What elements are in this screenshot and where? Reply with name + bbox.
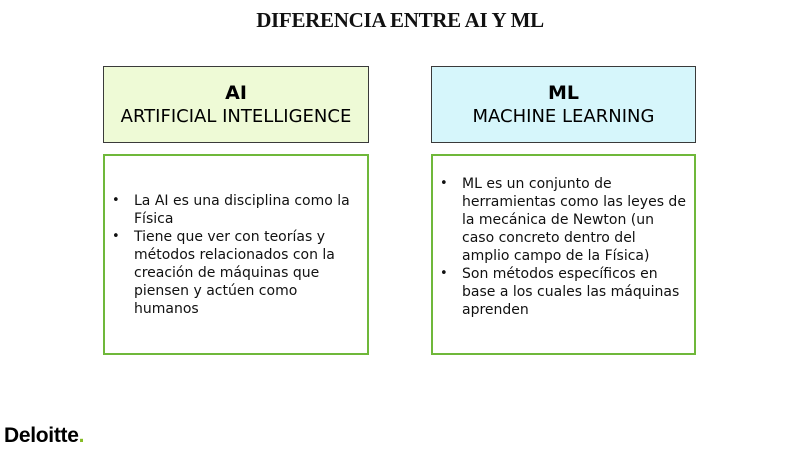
- ai-abbreviation: AI: [225, 81, 247, 104]
- deloitte-logo: [4, 424, 84, 448]
- list-item: • ML es un conjunto de herramientas como las leyes de la mecánica de Newton (un caso concreto dentro del amplio campo de la Física): [439, 175, 686, 265]
- ml-full-name: MACHINE LEARNING: [472, 105, 655, 127]
- ml-description-box: [431, 154, 696, 355]
- ai-full-name: ARTIFICIAL INTELLIGENCE: [120, 105, 352, 127]
- ai-description-box: [103, 154, 369, 355]
- ai-header-box: [103, 66, 369, 143]
- ml-bullet-list: [439, 175, 686, 319]
- ml-header-box: [431, 66, 696, 143]
- list-item: • La AI es una disciplina como la Física: [111, 192, 359, 228]
- slide-title: DIFERENCIA ENTRE AI Y ML: [256, 8, 544, 32]
- logo-text: Deloitte: [4, 424, 79, 447]
- list-item: • Tiene que ver con teorías y métodos relacionados con la creación de máquinas que piensen y actúen como humanos: [111, 228, 359, 318]
- list-item: • Son métodos específicos en base a los cuales las máquinas aprenden: [439, 265, 686, 319]
- ai-bullet-list: [111, 192, 359, 318]
- logo-dot: .: [78, 424, 85, 447]
- ml-abbreviation: ML: [547, 81, 579, 104]
